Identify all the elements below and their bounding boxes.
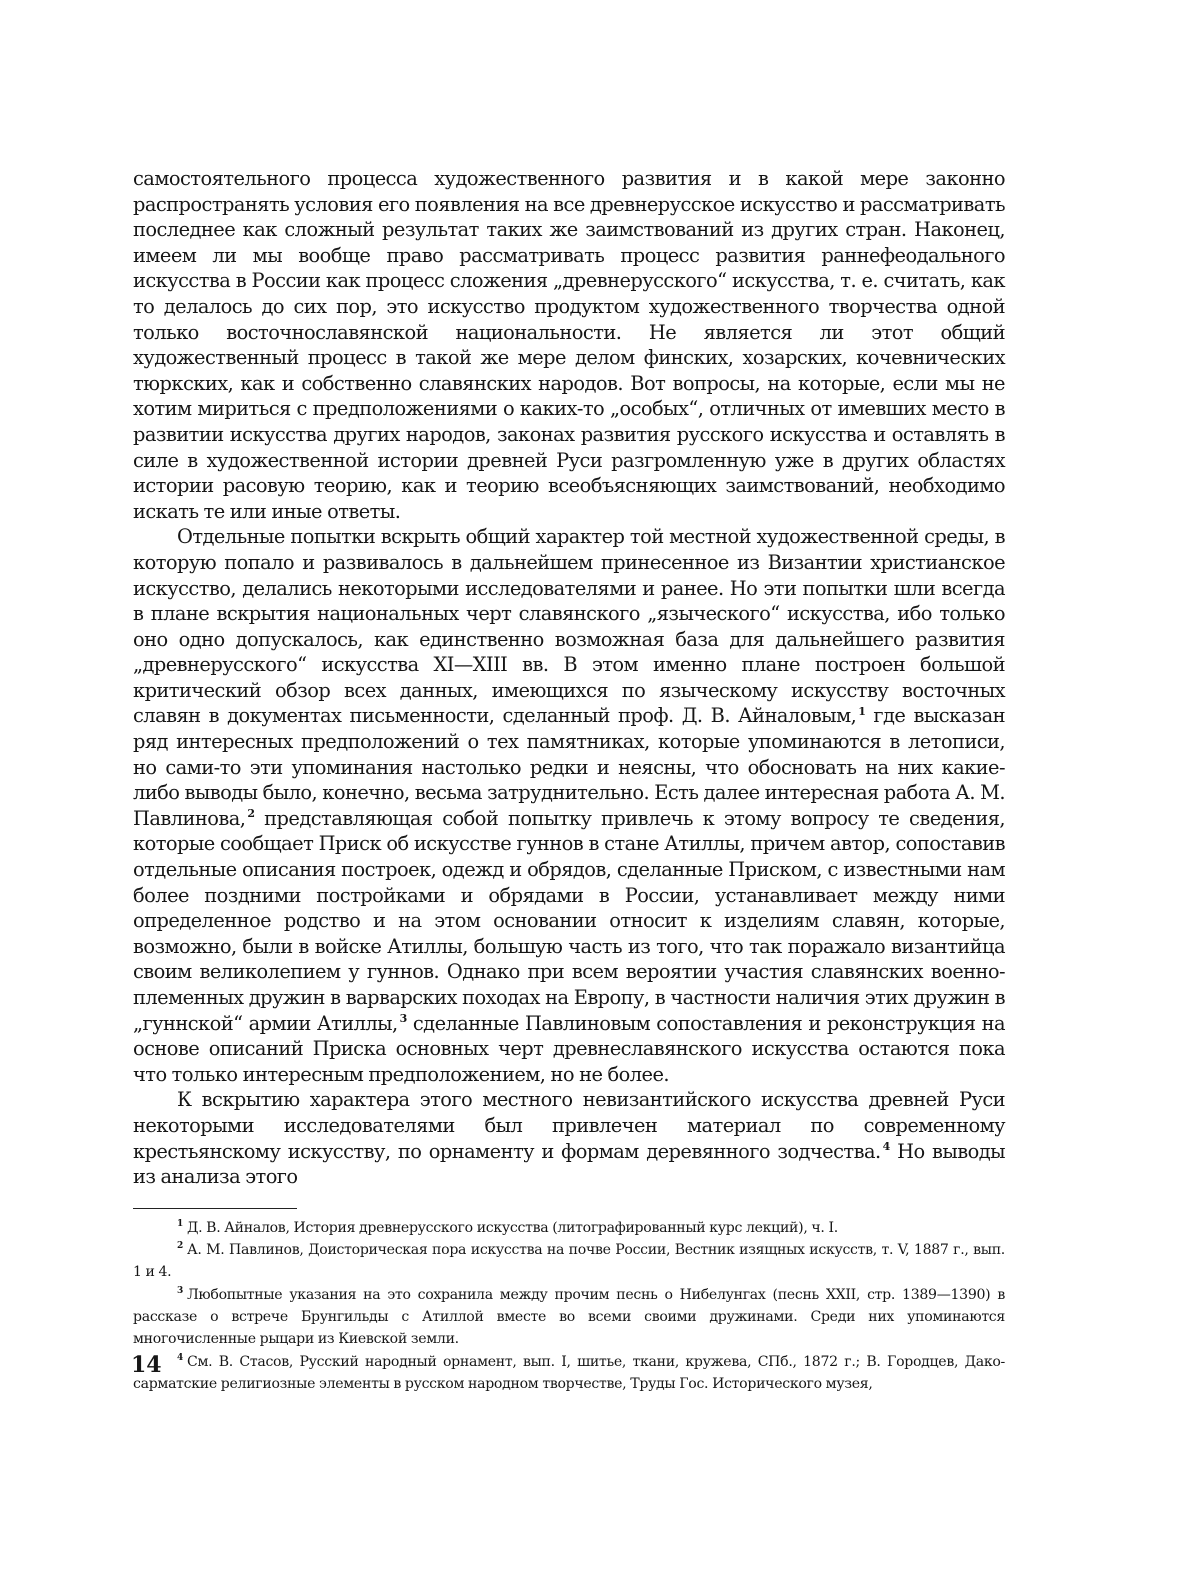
page [133, 166, 1005, 1395]
footnote-mark-3: 3 [177, 1285, 183, 1296]
footnote-1 [133, 1217, 1005, 1239]
paragraph-2-text-3: представляющая собой попытку привлечь к этому вопросу те сведения, которые сообщает Приск об искусстве гуннов в стане Атиллы, причем автор, сопоставив отдельные описания построек, одежд и обрядов, сделанные Приском, с известными нам более поздними постройками и обрядами в России, устанавливает между ними определенное родство и на этом основании относит к изделиям славян, которые, возможно, были в войске Атиллы, большую часть из того, что так поражало византийца своим великолепием у гуннов. Однако при всем вероятии участия славянских военно-племенных дружин в варварских походах на Европу, в частности наличия этих дружин в „гуннской“ армии Атиллы, [133, 806, 1005, 1035]
footnote-mark-1: 1 [177, 1219, 183, 1230]
footnote-text-3: Любопытные указания на это сохранила между прочим песнь о Нибелунгах (песнь XXII, стр. 1389—1390) в рассказе о встрече Брунгильды с Атиллой вместе во всеми своими дружинами. Среди них упоминаются многочисленные рыцари из Киевской земли. [133, 1286, 1005, 1348]
footnote-3 [133, 1284, 1005, 1351]
footnote-text-1: Д. В. Айналов, История древнерусского искусства (литографированный курс лекций), ч. I. [186, 1219, 838, 1236]
paragraph-1 [133, 166, 1005, 524]
page-number: 14 [131, 1352, 162, 1378]
paragraph-2-text-1: Отдельные попытки вскрыть общий характер той местной художественной среды, в которую попало и развивалось в дальнейшем принесенное из Византии христианское искусство, делались некоторыми исследователями и ранее. Но эти попытки шли всегда в плане вскрытия национальных черт славянского „языческого“ искусства, ибо только оно одно допускалось, как единственно возможная база для дальнейшего развития „древнерусского“ искусства XI—XIII вв. В этом именно плане построен большой критический обзор всех данных, имеющихся по языческому искусству восточных славян в документах письменности, сделанный проф. Д. В. Айналовым, [133, 525, 1005, 728]
footnote-mark-2: 2 [177, 1241, 183, 1252]
paragraph-2 [133, 524, 1005, 1087]
paragraph-3-text-1: К вскрытию характера этого местного невизантийского искусства древней Руси некоторыми исследователями был привлечен материал по современному крестьянскому искусству, по орнаменту и формам деревянного зодчества. [133, 1088, 1005, 1163]
paragraph-3 [133, 1087, 1005, 1189]
paragraph-1-text: самостоятельного процесса художественного развития и в какой мере законно распространять условия его появления на все древнерусское искусство и рассматривать последнее как сложный результат таких же заимствований из других стран. Наконец, имеем ли мы вообще право рассматривать процесс развития раннефеодального искусства в России как процесс сложения „древнерусского“ искусства, т. е. считать, как то делалось до сих пор, это искусство продуктом художественного творчества одной только восточнославянской национальности. Не является ли этот общий художественный процесс в такой же мере делом финских, хозарских, кочевнических тюркских, как и собственно славянских народов. Вот вопросы, на которые, если мы не хотим мириться с предположениями о каких-то „особых“, отличных от имевших место в развитии искусства других народов, законах развития русского искусства и оставлять в силе в художественной истории древней Руси разгромленную уже в других областях истории расовую теорию, как и теорию всеобъясняющих заимствований, необходимо искать те или иные ответы. [133, 167, 1005, 523]
paragraph-2-text-4: сделанные Павлиновым сопоставления и реконструкция на основе описаний Приска основных черт древнеславянского искусства остаются пока что только интересным предположением, но не более. [133, 1011, 1006, 1086]
footnote-4 [133, 1351, 1005, 1396]
paragraph-2-text-2: где высказан ряд интересных предположений о тех памятниках, которые упоминаются в летописи, но сами-то эти упоминания настолько редки и неясны, что обосновать на них какие-либо выводы было, конечно, весьма затруднительно. Есть далее интересная работа А. М. Павлинова, [133, 704, 1005, 830]
main-text [133, 166, 1005, 1190]
footnote-text-4: См. В. Стасов, Русский народный орнамент, вып. I, шитье, ткани, кружева, СПб., 1872 г.; В. Городцев, Дако-сарматские религиозные элементы в русском народном творчестве, Труды Гос. Исторического музея, [133, 1353, 1005, 1392]
footnotes [133, 1217, 1005, 1395]
footnote-divider [133, 1208, 297, 1209]
footnote-2 [133, 1239, 1005, 1284]
footnote-ref-4[interactable]: 4 [882, 1140, 890, 1154]
footnote-mark-4: 4 [177, 1352, 183, 1363]
footnote-ref-2[interactable]: 2 [247, 807, 255, 821]
paragraph-3-text-2: Но выводы из анализа этого [133, 1139, 1005, 1189]
footnote-ref-1[interactable]: 1 [858, 705, 866, 718]
footnote-ref-3[interactable]: 3 [399, 1012, 407, 1026]
footnote-text-2: А. М. Павлинов, Доисторическая пора искусства на почве России, Вестник изящных искусств, т. V, 1887 г., вып. 1 и 4. [133, 1242, 1005, 1281]
